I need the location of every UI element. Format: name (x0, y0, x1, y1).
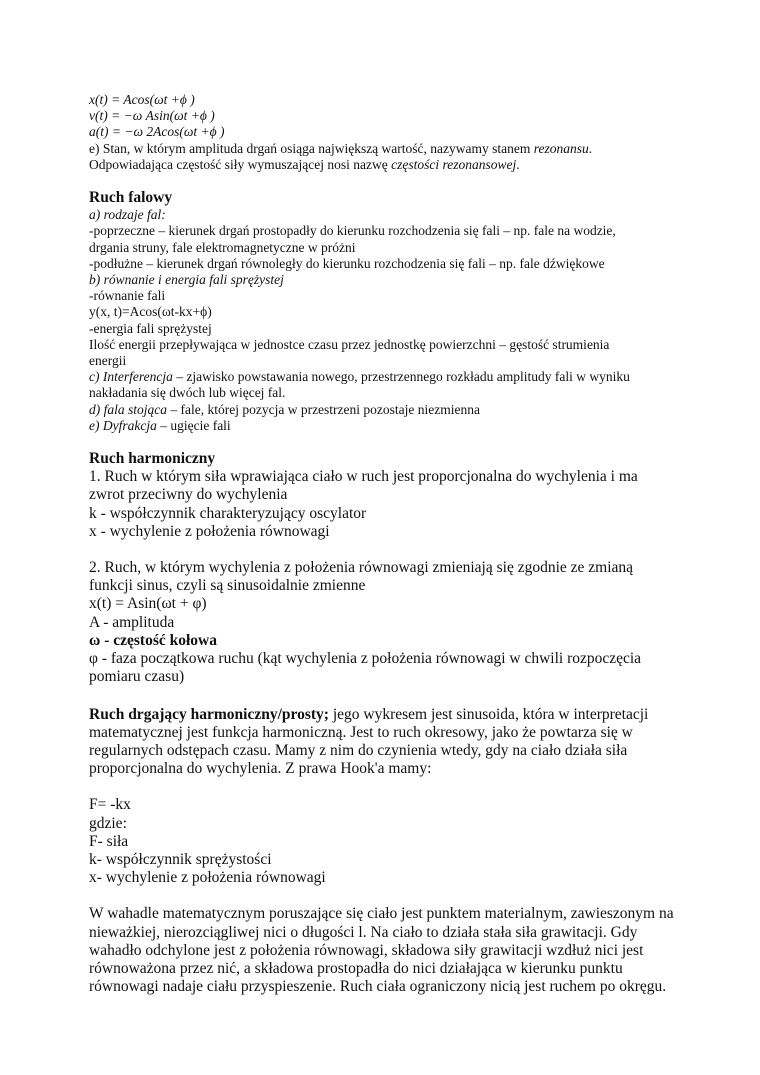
wave-energy-sub: -energia fali sprężystej (89, 320, 212, 336)
simple-heading: Ruch drgający harmoniczny/prosty; (89, 705, 329, 723)
formula-x: x(t) = Acos(ωt +ϕ ) (89, 92, 195, 107)
interference-text: – zjawisko powstawania nowego, przestrzennego rozkładu amplitudy fali w wyniku (172, 369, 630, 385)
resfreq-text: Odpowiadająca częstość siły wymuszającej nosi nazwę (89, 156, 392, 172)
oscillation-section (89, 92, 689, 173)
hooke-law: F= -kx (89, 796, 131, 814)
resfreq-term: częstości rezonansowej (391, 156, 517, 172)
wave-energy-line-1: Ilość energii przepływająca w jednostce czasu przez jednostkę powierzchni – gęstość strumienia (89, 336, 610, 352)
standing-wave-line (89, 402, 689, 418)
simple-k-desc: k- współczynnik sprężystości (89, 850, 272, 868)
interference-line-1 (89, 369, 689, 385)
wave-types-label: a) rodzaje fal: (89, 207, 166, 223)
harmonic-phi-desc-1: φ - faza początkowa ruchu (kąt wychylenia z położenia równowagi w chwili rozpoczęcia (89, 650, 642, 668)
document-page (89, 92, 689, 996)
simple-x-desc: x- wychylenie z położenia równowagi (89, 869, 326, 887)
harmonic-phi-desc-2: pomiaru czasu) (89, 668, 185, 686)
diffraction-line (89, 418, 689, 434)
interference-term: c) Interferencja (89, 369, 173, 385)
pendulum-line-3: wahadło odchylone jest z położenia równowagi, składowa siły grawitacji wzdłuż nici jest (89, 941, 644, 959)
simple-f-desc: F- siła (89, 832, 129, 850)
harmonic-omega-desc: ω - częstość kołowa (89, 631, 217, 649)
simple-p1-line-1 (89, 706, 689, 724)
wave-heading: Ruch falowy (89, 189, 173, 207)
longitudinal-line: -podłużne – kierunek drgań równoległy do kierunku rozchodzenia się fali – np. fale dźwiękowe (89, 255, 605, 271)
harmonic-k-desc: k - współczynnik charakteryzujący oscylator (89, 504, 367, 522)
harmonic-def2-line-1: 2. Ruch, w którym wychylenia z położenia równowagi zmieniają się zgodnie ze zmianą (89, 559, 634, 577)
resonance-text: e) Stan, w którym amplituda drgań osiąga największą wartość, nazywamy stanem (89, 140, 534, 156)
resonance-frequency-line (89, 157, 689, 173)
harmonic-def1-line-1: 1. Ruch w którym siła wprawiająca ciało w ruch jest proporcjonalna do wychylenia i ma (89, 468, 638, 486)
harmonic-heading: Ruch harmoniczny (89, 450, 216, 468)
diffraction-term: e) Dyfrakcja (89, 417, 157, 433)
harmonic-section (89, 450, 689, 686)
formula-a: a(t) = −ω 2Acos(ωt +ϕ ) (89, 124, 225, 140)
pendulum-line-2: nieważkiej, nierozciągliwej nici o długości l. Na ciało to działa stała siła grawitacji. Gdy (89, 923, 638, 941)
transverse-line-2: drgania struny, fale elektromagnetyczne w próżni (89, 239, 356, 255)
harmonic-def1-line-2: zwrot przeciwny do wychylenia (89, 486, 288, 504)
simple-harmonic-section (89, 706, 689, 997)
wave-equation-sub: -równanie fali (89, 288, 166, 304)
harmonic-x-desc: x - wychylenie z położenia równowagi (89, 522, 330, 540)
simple-p1-text: jego wykresem jest sinusoida, która w interpretacji (328, 705, 649, 723)
diffraction-text: – ugięcie fali (156, 417, 231, 433)
simple-p1-line-2: matematycznej jest funkcja harmoniczną. Jest to ruch okresowy, jako że powtarza się w (89, 723, 633, 741)
harmonic-a-desc: A - amplituda (89, 613, 175, 631)
simple-p1-line-3: regularnych odstępach czasu. Mamy z nim do czynienia wtedy, gdy na ciało działa siła (89, 741, 628, 759)
resonance-end: . (588, 140, 593, 156)
resfreq-end: . (516, 156, 520, 172)
wave-equation-label: b) równanie i energia fali sprężystej (89, 272, 284, 288)
pendulum-line-1: W wahadle matematycznym poruszające się ciało jest punktem materialnym, zawieszonym na (89, 905, 674, 923)
wave-energy-line-2: energii (89, 353, 127, 369)
where-label: gdzie: (89, 814, 127, 832)
harmonic-def2-line-2: funkcji sinus, czyli są sinusoidalnie zmienne (89, 577, 366, 595)
pendulum-line-5: równowagi nadaje ciału przyspieszenie. Ruch ciała ograniczony nicią jest ruchem po okręgu. (89, 978, 667, 996)
harmonic-formula: x(t) = Asin(ωt + φ) (89, 595, 207, 613)
pendulum-line-4: równoważona przez nić, a składowa prostopadła do nici działająca w kierunku punktu (89, 959, 623, 977)
standing-term: d) fala stojąca (89, 401, 167, 417)
formula-v: v(t) = −ω Asin(ωt +ϕ ) (89, 108, 215, 124)
resonance-term: rezonansu (533, 140, 589, 156)
standing-text: – fale, której pozycja w przestrzeni pozostaje niezmienna (167, 401, 480, 417)
wave-section (89, 189, 689, 434)
resonance-line (89, 141, 689, 157)
simple-p1-line-4: proporcjonalna do wychylenia. Z prawa Hook'a mamy: (89, 760, 432, 778)
interference-line-2: nakładania się dwóch lub więcej fal. (89, 385, 286, 401)
wave-equation: y(x, t)=Acos(ωt-kx+ϕ) (89, 304, 212, 320)
transverse-line-1: -poprzeczne – kierunek drgań prostopadły do kierunku rozchodzenia się fali – np. fale na wodzie, (89, 223, 616, 239)
